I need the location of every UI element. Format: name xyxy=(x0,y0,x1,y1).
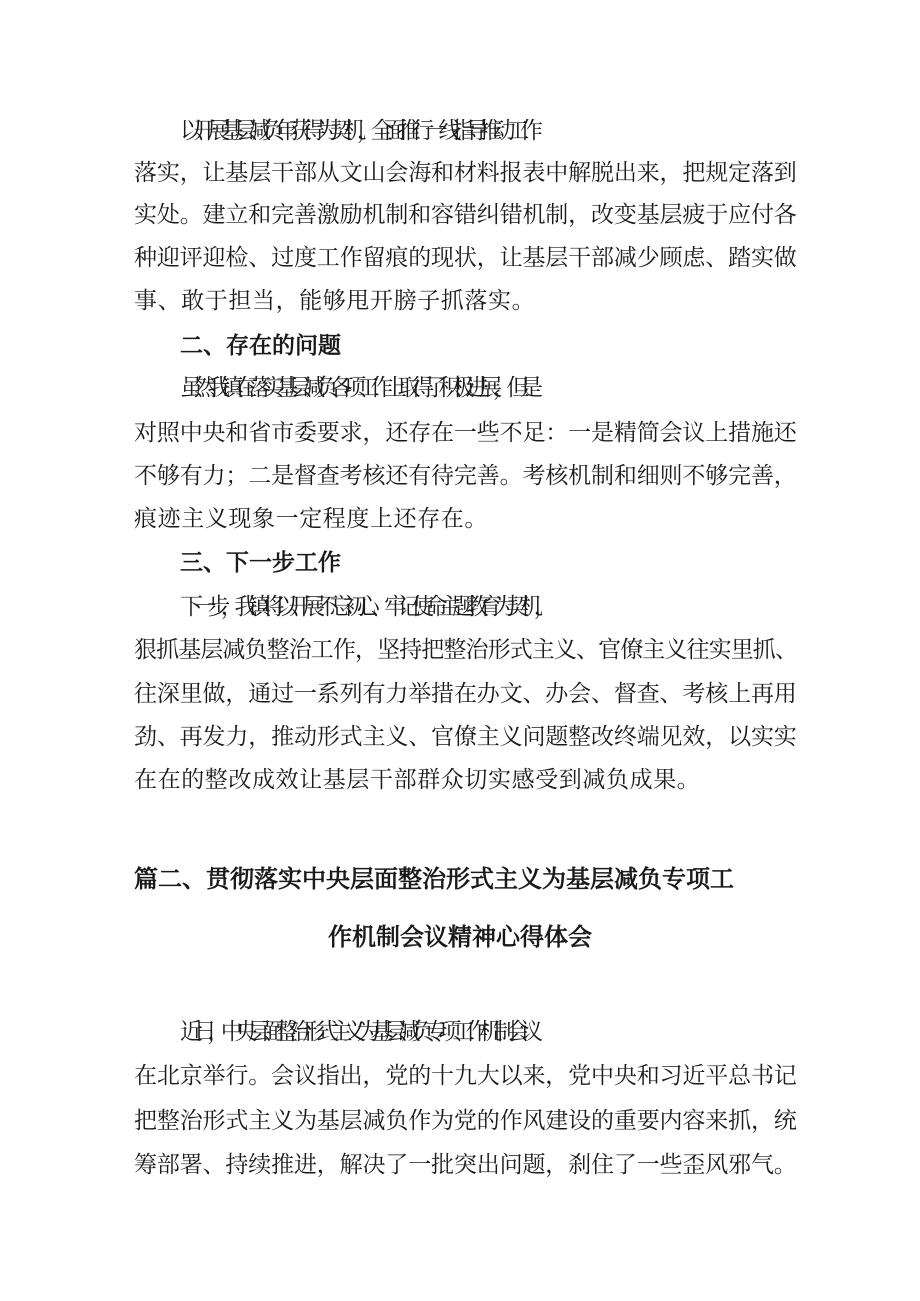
paragraph-line: 虽然我镇在落实基层减负各项工作上取得了积极进展，但是 xyxy=(180,375,534,401)
paragraph-line: 对照中央和省市委要求，还存在一些不足：一是精简会议上措施还 xyxy=(134,420,797,446)
paragraph-line: 在北京举行。会议指出，党的十九大以来，党中央和习近平总书记 xyxy=(134,1063,797,1089)
paragraph-line: 在在的整改成效让基层干部群众切实感受到减负成果。 xyxy=(134,767,701,793)
paragraph-line: 事、敢于担当，能够甩开膀子抓落实。 xyxy=(134,288,536,314)
paragraph-line: 种迎评迎检、过度工作留痕的现状，让基层干部减少顾虑、踏实做 xyxy=(134,245,797,271)
paragraph-line: 落实，让基层干部从文山会海和材料报表中解脱出来，把规定落到 xyxy=(134,160,797,186)
section-heading: 二、存在的问题 xyxy=(180,333,341,359)
article-title-line: 作机制会议精神心得体会 xyxy=(328,923,592,951)
paragraph-line: 不够有力；二是督查考核还有待完善。考核机制和细则不够完善， xyxy=(134,463,797,489)
paragraph-line: 往深里做，通过一系列有力举措在办文、办会、督查、考核上再用 xyxy=(134,681,797,707)
paragraph-line: 劲、再发力，推动形式主义、官僚主义问题整改终端见效，以实实 xyxy=(134,724,797,750)
section-heading: 三、下一步工作 xyxy=(180,550,341,576)
article-title-line: 篇二、贯彻落实中央层面整治形式主义为基层减负专项工 xyxy=(134,865,734,893)
paragraph-line: 痕迹主义现象一定程度上还存在。 xyxy=(134,506,488,532)
paragraph-line: 实处。建立和完善激励机制和容错纠错机制，改变基层疲于应付各 xyxy=(134,202,797,228)
paragraph-line: 狠抓基层减负整治工作，坚持把整治形式主义、官僚主义往实里抓、 xyxy=(134,637,798,663)
paragraph-line: 筹部署、持续推进，解决了一批突出问题，刹住了一些歪风邪气。 xyxy=(134,1152,797,1178)
paragraph-line: 把整治形式主义为基层减负作为党的作风建设的重要内容来抓，统 xyxy=(134,1108,797,1134)
paragraph-line: 近日，中央层面整治形式主义为基层减负专项工作机制会议 xyxy=(180,1019,534,1045)
paragraph-line: 以开展基层减负年获得为契机，全面推行一线指导推动工作 xyxy=(180,118,534,144)
paragraph-line: 下一步，我镇将以开展不忘初心、牢记使命主题教育为契机， xyxy=(180,594,548,620)
